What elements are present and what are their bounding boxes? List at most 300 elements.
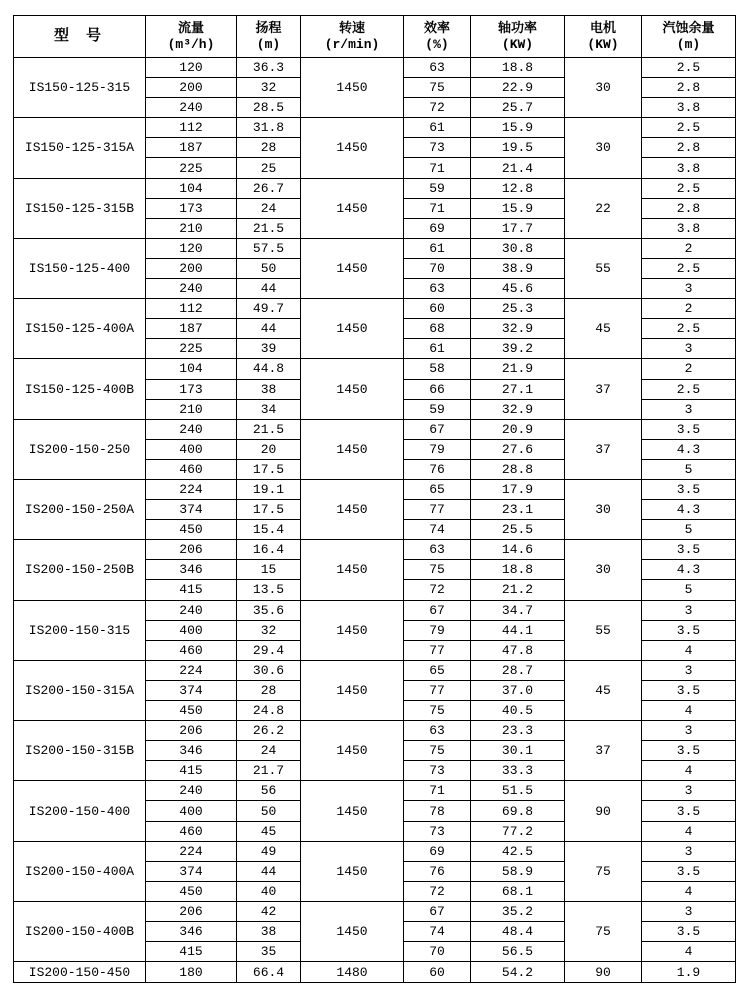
header-motor: 电机 (KW) (565, 16, 642, 58)
shaft-power-cell: 19.5 (471, 138, 565, 158)
model-cell: IS200-150-250B (14, 540, 146, 600)
model-cell: IS150-125-400A (14, 299, 146, 359)
flow-cell: 374 (146, 500, 237, 520)
npsh-cell: 3.5 (642, 861, 736, 881)
table-row (14, 600, 736, 620)
model-cell: IS200-150-315B (14, 721, 146, 781)
npsh-cell: 4 (642, 821, 736, 841)
model-cell: IS200-150-400A (14, 841, 146, 901)
model-cell: IS200-150-450 (14, 962, 146, 983)
header-efficiency: 效率 (%) (404, 16, 471, 58)
table-row (14, 781, 736, 801)
head-cell: 24 (237, 198, 301, 218)
shaft-power-cell: 34.7 (471, 600, 565, 620)
flow-cell: 460 (146, 821, 237, 841)
header-row (14, 16, 736, 58)
table-row (14, 58, 736, 78)
efficiency-cell: 75 (404, 78, 471, 98)
flow-cell: 120 (146, 238, 237, 258)
shaft-power-cell: 15.9 (471, 118, 565, 138)
head-cell: 34 (237, 399, 301, 419)
motor-cell: 30 (565, 118, 642, 178)
head-cell: 45 (237, 821, 301, 841)
model-cell: IS200-150-400B (14, 901, 146, 961)
efficiency-cell: 69 (404, 841, 471, 861)
speed-cell: 1450 (301, 178, 404, 238)
npsh-cell: 4 (642, 942, 736, 962)
speed-cell: 1450 (301, 901, 404, 961)
efficiency-cell: 60 (404, 962, 471, 983)
npsh-cell: 2.8 (642, 138, 736, 158)
flow-cell: 400 (146, 801, 237, 821)
head-cell: 19.1 (237, 479, 301, 499)
table-row (14, 238, 736, 258)
flow-cell: 240 (146, 781, 237, 801)
table-row (14, 419, 736, 439)
shaft-power-cell: 27.6 (471, 439, 565, 459)
efficiency-cell: 61 (404, 339, 471, 359)
flow-cell: 374 (146, 680, 237, 700)
flow-cell: 374 (146, 861, 237, 881)
npsh-cell: 3 (642, 781, 736, 801)
head-cell: 16.4 (237, 540, 301, 560)
efficiency-cell: 70 (404, 942, 471, 962)
header-head: 扬程 (m) (237, 16, 301, 58)
speed-cell: 1450 (301, 721, 404, 781)
table-row (14, 118, 736, 138)
npsh-cell: 3.8 (642, 218, 736, 238)
npsh-cell: 3.8 (642, 98, 736, 118)
npsh-cell: 3 (642, 600, 736, 620)
efficiency-cell: 67 (404, 901, 471, 921)
npsh-cell: 2 (642, 238, 736, 258)
efficiency-cell: 61 (404, 118, 471, 138)
efficiency-cell: 63 (404, 721, 471, 741)
flow-cell: 225 (146, 339, 237, 359)
shaft-power-cell: 30.1 (471, 741, 565, 761)
speed-cell: 1480 (301, 962, 404, 983)
efficiency-cell: 69 (404, 218, 471, 238)
head-cell: 17.5 (237, 500, 301, 520)
table-row (14, 359, 736, 379)
flow-cell: 173 (146, 379, 237, 399)
shaft-power-cell: 21.9 (471, 359, 565, 379)
efficiency-cell: 63 (404, 279, 471, 299)
motor-cell: 55 (565, 238, 642, 298)
motor-cell: 37 (565, 359, 642, 419)
npsh-cell: 3.5 (642, 801, 736, 821)
npsh-cell: 4 (642, 701, 736, 721)
flow-cell: 240 (146, 419, 237, 439)
flow-cell: 240 (146, 98, 237, 118)
npsh-cell: 3.5 (642, 620, 736, 640)
speed-cell: 1450 (301, 299, 404, 359)
flow-cell: 400 (146, 439, 237, 459)
npsh-cell: 2.5 (642, 379, 736, 399)
pump-spec-table (13, 15, 736, 983)
shaft-power-cell: 69.8 (471, 801, 565, 821)
npsh-cell: 3 (642, 399, 736, 419)
efficiency-cell: 63 (404, 540, 471, 560)
head-cell: 15.4 (237, 520, 301, 540)
shaft-power-cell: 44.1 (471, 620, 565, 640)
shaft-power-cell: 23.1 (471, 500, 565, 520)
header-speed: 转速 (r/min) (301, 16, 404, 58)
model-cell: IS150-125-400B (14, 359, 146, 419)
head-cell: 44 (237, 861, 301, 881)
head-cell: 13.5 (237, 580, 301, 600)
flow-cell: 224 (146, 841, 237, 861)
npsh-cell: 3 (642, 660, 736, 680)
head-cell: 56 (237, 781, 301, 801)
npsh-cell: 3 (642, 901, 736, 921)
flow-cell: 450 (146, 881, 237, 901)
head-cell: 15 (237, 560, 301, 580)
motor-cell: 22 (565, 178, 642, 238)
efficiency-cell: 77 (404, 680, 471, 700)
table-row (14, 299, 736, 319)
shaft-power-cell: 25.5 (471, 520, 565, 540)
shaft-power-cell: 12.8 (471, 178, 565, 198)
efficiency-cell: 77 (404, 640, 471, 660)
npsh-cell: 3.5 (642, 741, 736, 761)
efficiency-cell: 71 (404, 158, 471, 178)
speed-cell: 1450 (301, 238, 404, 298)
shaft-power-cell: 51.5 (471, 781, 565, 801)
efficiency-cell: 58 (404, 359, 471, 379)
shaft-power-cell: 22.9 (471, 78, 565, 98)
npsh-cell: 1.9 (642, 962, 736, 983)
model-cell: IS200-150-315A (14, 660, 146, 720)
shaft-power-cell: 47.8 (471, 640, 565, 660)
motor-cell: 45 (565, 660, 642, 720)
flow-cell: 104 (146, 178, 237, 198)
head-cell: 39 (237, 339, 301, 359)
efficiency-cell: 63 (404, 58, 471, 78)
head-cell: 21.5 (237, 419, 301, 439)
shaft-power-cell: 18.8 (471, 560, 565, 580)
npsh-cell: 2.8 (642, 78, 736, 98)
efficiency-cell: 72 (404, 580, 471, 600)
speed-cell: 1450 (301, 58, 404, 118)
model-cell: IS150-125-400 (14, 238, 146, 298)
npsh-cell: 3 (642, 841, 736, 861)
flow-cell: 346 (146, 922, 237, 942)
shaft-power-cell: 25.7 (471, 98, 565, 118)
shaft-power-cell: 77.2 (471, 821, 565, 841)
shaft-power-cell: 28.8 (471, 459, 565, 479)
flow-cell: 120 (146, 58, 237, 78)
head-cell: 66.4 (237, 962, 301, 983)
flow-cell: 460 (146, 459, 237, 479)
head-cell: 44.8 (237, 359, 301, 379)
head-cell: 40 (237, 881, 301, 901)
shaft-power-cell: 68.1 (471, 881, 565, 901)
shaft-power-cell: 58.9 (471, 861, 565, 881)
efficiency-cell: 78 (404, 801, 471, 821)
head-cell: 32 (237, 78, 301, 98)
npsh-cell: 4.3 (642, 439, 736, 459)
efficiency-cell: 79 (404, 620, 471, 640)
table-row (14, 962, 736, 983)
head-cell: 17.5 (237, 459, 301, 479)
motor-cell: 37 (565, 721, 642, 781)
speed-cell: 1450 (301, 600, 404, 660)
flow-cell: 450 (146, 701, 237, 721)
efficiency-cell: 74 (404, 922, 471, 942)
motor-cell: 75 (565, 901, 642, 961)
efficiency-cell: 73 (404, 761, 471, 781)
table-row (14, 660, 736, 680)
npsh-cell: 4.3 (642, 500, 736, 520)
table-row (14, 540, 736, 560)
head-cell: 29.4 (237, 640, 301, 660)
npsh-cell: 4 (642, 640, 736, 660)
npsh-cell: 3 (642, 721, 736, 741)
shaft-power-cell: 27.1 (471, 379, 565, 399)
motor-cell: 90 (565, 781, 642, 841)
header-shaft-power: 轴功率 (KW) (471, 16, 565, 58)
efficiency-cell: 67 (404, 600, 471, 620)
efficiency-cell: 75 (404, 701, 471, 721)
efficiency-cell: 73 (404, 138, 471, 158)
speed-cell: 1450 (301, 118, 404, 178)
flow-cell: 346 (146, 560, 237, 580)
efficiency-cell: 59 (404, 399, 471, 419)
flow-cell: 206 (146, 901, 237, 921)
efficiency-cell: 60 (404, 299, 471, 319)
shaft-power-cell: 48.4 (471, 922, 565, 942)
efficiency-cell: 66 (404, 379, 471, 399)
npsh-cell: 3.8 (642, 158, 736, 178)
efficiency-cell: 70 (404, 258, 471, 278)
efficiency-cell: 59 (404, 178, 471, 198)
motor-cell: 30 (565, 479, 642, 539)
shaft-power-cell: 17.7 (471, 218, 565, 238)
table-row (14, 479, 736, 499)
flow-cell: 200 (146, 258, 237, 278)
flow-cell: 415 (146, 942, 237, 962)
npsh-cell: 3 (642, 339, 736, 359)
npsh-cell: 4 (642, 761, 736, 781)
head-cell: 21.7 (237, 761, 301, 781)
npsh-cell: 3 (642, 279, 736, 299)
head-cell: 38 (237, 922, 301, 942)
table-row (14, 178, 736, 198)
shaft-power-cell: 18.8 (471, 58, 565, 78)
shaft-power-cell: 17.9 (471, 479, 565, 499)
table-row (14, 721, 736, 741)
head-cell: 28.5 (237, 98, 301, 118)
flow-cell: 400 (146, 620, 237, 640)
npsh-cell: 2.5 (642, 319, 736, 339)
motor-cell: 30 (565, 540, 642, 600)
efficiency-cell: 75 (404, 560, 471, 580)
model-cell: IS200-150-250A (14, 479, 146, 539)
head-cell: 36.3 (237, 58, 301, 78)
shaft-power-cell: 33.3 (471, 761, 565, 781)
model-cell: IS150-125-315B (14, 178, 146, 238)
flow-cell: 206 (146, 721, 237, 741)
head-cell: 24.8 (237, 701, 301, 721)
efficiency-cell: 75 (404, 741, 471, 761)
speed-cell: 1450 (301, 781, 404, 841)
head-cell: 28 (237, 680, 301, 700)
shaft-power-cell: 38.9 (471, 258, 565, 278)
speed-cell: 1450 (301, 479, 404, 539)
header-npsh: 汽蚀余量 (m) (642, 16, 736, 58)
efficiency-cell: 71 (404, 781, 471, 801)
npsh-cell: 4.3 (642, 560, 736, 580)
npsh-cell: 3.5 (642, 479, 736, 499)
flow-cell: 173 (146, 198, 237, 218)
shaft-power-cell: 25.3 (471, 299, 565, 319)
efficiency-cell: 76 (404, 861, 471, 881)
head-cell: 31.8 (237, 118, 301, 138)
speed-cell: 1450 (301, 419, 404, 479)
efficiency-cell: 65 (404, 660, 471, 680)
model-cell: IS150-125-315 (14, 58, 146, 118)
motor-cell: 30 (565, 58, 642, 118)
shaft-power-cell: 35.2 (471, 901, 565, 921)
head-cell: 50 (237, 258, 301, 278)
npsh-cell: 5 (642, 580, 736, 600)
head-cell: 50 (237, 801, 301, 821)
table-row (14, 841, 736, 861)
head-cell: 44 (237, 279, 301, 299)
head-cell: 49 (237, 841, 301, 861)
motor-cell: 75 (565, 841, 642, 901)
npsh-cell: 3.5 (642, 680, 736, 700)
shaft-power-cell: 32.9 (471, 319, 565, 339)
head-cell: 35.6 (237, 600, 301, 620)
shaft-power-cell: 21.2 (471, 580, 565, 600)
flow-cell: 224 (146, 479, 237, 499)
flow-cell: 210 (146, 399, 237, 419)
flow-cell: 210 (146, 218, 237, 238)
efficiency-cell: 77 (404, 500, 471, 520)
motor-cell: 45 (565, 299, 642, 359)
shaft-power-cell: 32.9 (471, 399, 565, 419)
speed-cell: 1450 (301, 660, 404, 720)
shaft-power-cell: 56.5 (471, 942, 565, 962)
shaft-power-cell: 28.7 (471, 660, 565, 680)
npsh-cell: 2.5 (642, 118, 736, 138)
header-model: 型 号 (14, 16, 146, 58)
flow-cell: 240 (146, 279, 237, 299)
motor-cell: 90 (565, 962, 642, 983)
efficiency-cell: 72 (404, 881, 471, 901)
npsh-cell: 5 (642, 520, 736, 540)
head-cell: 32 (237, 620, 301, 640)
head-cell: 26.2 (237, 721, 301, 741)
speed-cell: 1450 (301, 359, 404, 419)
flow-cell: 415 (146, 580, 237, 600)
shaft-power-cell: 30.8 (471, 238, 565, 258)
shaft-power-cell: 23.3 (471, 721, 565, 741)
npsh-cell: 5 (642, 459, 736, 479)
shaft-power-cell: 15.9 (471, 198, 565, 218)
npsh-cell: 2.8 (642, 198, 736, 218)
efficiency-cell: 76 (404, 459, 471, 479)
head-cell: 28 (237, 138, 301, 158)
flow-cell: 460 (146, 640, 237, 660)
efficiency-cell: 72 (404, 98, 471, 118)
flow-cell: 346 (146, 741, 237, 761)
npsh-cell: 3.5 (642, 540, 736, 560)
head-cell: 24 (237, 741, 301, 761)
header-flow: 流量 (m³/h) (146, 16, 237, 58)
npsh-cell: 3.5 (642, 922, 736, 942)
shaft-power-cell: 45.6 (471, 279, 565, 299)
head-cell: 26.7 (237, 178, 301, 198)
npsh-cell: 3.5 (642, 419, 736, 439)
efficiency-cell: 71 (404, 198, 471, 218)
head-cell: 35 (237, 942, 301, 962)
flow-cell: 180 (146, 962, 237, 983)
npsh-cell: 2.5 (642, 58, 736, 78)
npsh-cell: 2.5 (642, 258, 736, 278)
head-cell: 49.7 (237, 299, 301, 319)
flow-cell: 187 (146, 319, 237, 339)
flow-cell: 225 (146, 158, 237, 178)
model-cell: IS200-150-315 (14, 600, 146, 660)
flow-cell: 450 (146, 520, 237, 540)
head-cell: 38 (237, 379, 301, 399)
flow-cell: 206 (146, 540, 237, 560)
efficiency-cell: 68 (404, 319, 471, 339)
head-cell: 20 (237, 439, 301, 459)
head-cell: 42 (237, 901, 301, 921)
shaft-power-cell: 20.9 (471, 419, 565, 439)
shaft-power-cell: 37.0 (471, 680, 565, 700)
flow-cell: 104 (146, 359, 237, 379)
speed-cell: 1450 (301, 540, 404, 600)
flow-cell: 224 (146, 660, 237, 680)
npsh-cell: 4 (642, 881, 736, 901)
motor-cell: 37 (565, 419, 642, 479)
flow-cell: 415 (146, 761, 237, 781)
efficiency-cell: 67 (404, 419, 471, 439)
shaft-power-cell: 14.6 (471, 540, 565, 560)
shaft-power-cell: 40.5 (471, 701, 565, 721)
model-cell: IS150-125-315A (14, 118, 146, 178)
efficiency-cell: 74 (404, 520, 471, 540)
shaft-power-cell: 42.5 (471, 841, 565, 861)
head-cell: 44 (237, 319, 301, 339)
efficiency-cell: 79 (404, 439, 471, 459)
efficiency-cell: 73 (404, 821, 471, 841)
head-cell: 30.6 (237, 660, 301, 680)
head-cell: 21.5 (237, 218, 301, 238)
shaft-power-cell: 39.2 (471, 339, 565, 359)
model-cell: IS200-150-400 (14, 781, 146, 841)
head-cell: 57.5 (237, 238, 301, 258)
flow-cell: 187 (146, 138, 237, 158)
shaft-power-cell: 54.2 (471, 962, 565, 983)
flow-cell: 112 (146, 118, 237, 138)
efficiency-cell: 65 (404, 479, 471, 499)
speed-cell: 1450 (301, 841, 404, 901)
model-cell: IS200-150-250 (14, 419, 146, 479)
shaft-power-cell: 21.4 (471, 158, 565, 178)
head-cell: 25 (237, 158, 301, 178)
flow-cell: 240 (146, 600, 237, 620)
flow-cell: 112 (146, 299, 237, 319)
npsh-cell: 2 (642, 359, 736, 379)
flow-cell: 200 (146, 78, 237, 98)
table-row (14, 901, 736, 921)
